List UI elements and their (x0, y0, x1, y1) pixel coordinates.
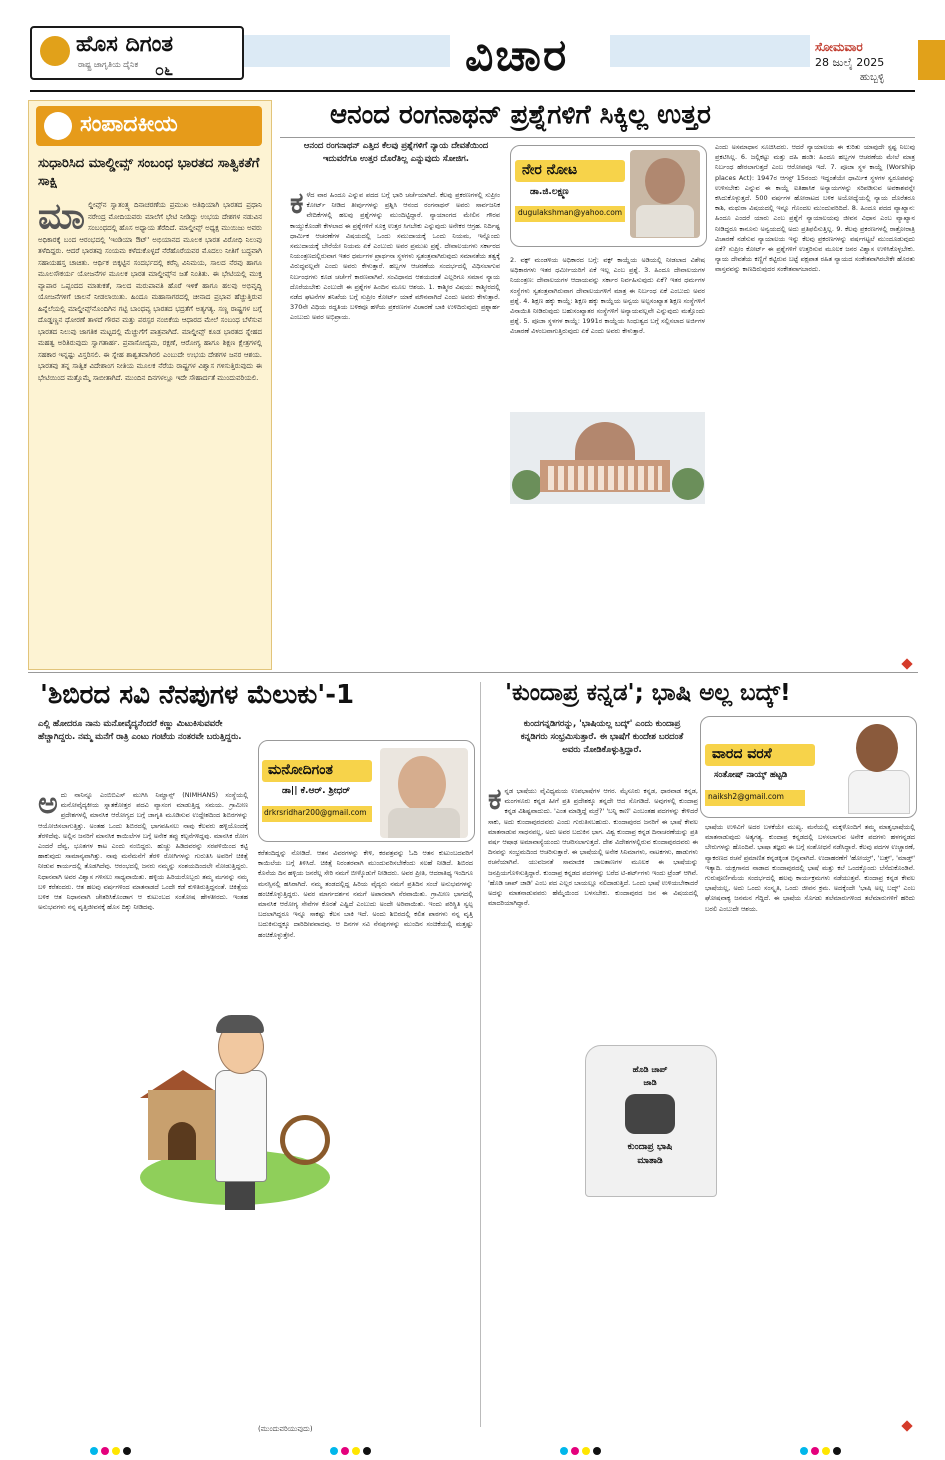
title-rule (280, 137, 915, 138)
author-photo-head (398, 756, 446, 812)
magenta-dot (571, 1447, 579, 1455)
kundapra-author: ಸಂತೋಷ್ ನಾಯ್ಕ್ ಹಟ್ಟಡಿ (714, 770, 788, 780)
yellow-dot (112, 1447, 120, 1455)
editorial-header-label: ಸಂಪಾದಕೀಯ (80, 112, 178, 137)
author-photo-body (848, 770, 910, 814)
end-mark-icon (901, 1420, 912, 1431)
lead-col2-text: 2. ವಕ್ಫ್ ಮಂಡಳಿಯ ಅಧಿಕಾರದ ಬಗ್ಗೆ: ವಕ್ಫ್ ಕಾಯ್ದೆಯ ಅಡಿಯಲ್ಲಿ ನೀಡಲಾದ ವಿಶೇಷ ಅಧಿಕಾರಗಳು ಇತರ ಧರ್ಮೀಯರಿಗೆ ಏಕೆ ಇಲ್ಲ ಎಂಬ ಪ್ರಶ್ನೆ. 3. ಹಿಂದೂ ದೇವಾಲಯಗಳ ನಿಯಂತ್ರಣ: ದೇವಾಲಯಗಳ ಆದಾಯವನ್ನು ಸರ್ಕಾರ ನಿರ್ವಹಿಸುವುದು ಏಕೆ? ಇತರ ಧರ್ಮಗಳ ಸಂಸ್ಥೆಗಳು ಸ್ವತಂತ್ರವಾಗಿರುವಾಗ ದೇವಾಲಯಗಳಿಗೆ ಮಾತ್ರ ಈ ನಿರ್ಬಂಧ ಏಕೆ ಎಂಬುದು ಅವರ ಪ್ರಶ್ನೆ. 4. ಶಿಕ್ಷಣ ಹಕ್ಕು ಕಾಯ್ದೆ: ಶಿಕ್ಷಣ ಹಕ್ಕು ಕಾಯ್ದೆಯ ಅನ್ವಯ ಅಲ್ಪಸಂಖ್ಯಾತ ಶಿಕ್ಷಣ ಸಂಸ್ಥೆಗಳಿಗೆ ವಿನಾಯಿತಿ ನೀಡಿರುವುದು ಬಹುಸಂಖ್ಯಾತರ ಸಂಸ್ಥೆಗಳಿಗೆ ಅನ್ಯಾಯವಲ್ಲವೇ ಎನ್ನುವುದು ಮತ್ತೊಂದು ಪ್ರಶ್ನೆ. 5. ಪೂಜಾ ಸ್ಥಳಗಳ ಕಾಯ್ದೆ: 1991ರ ಕಾಯ್ದೆಯ ಸಿಂಧುತ್ವದ ಬಗ್ಗೆ ಸಲ್ಲಿಸಲಾದ ಅರ್ಜಿಗಳ ವಿಚಾರಣೆ ವಿಳಂಬವಾಗುತ್ತಿರುವುದು ಏಕೆ ಎಂದು ಅವರು ಕೇಳುತ್ತಾರೆ. (510, 256, 705, 336)
lead-author-email: dugulakshman@yahoo.com (518, 208, 623, 217)
author-photo-body (388, 808, 460, 838)
continued-note: (ಮುಂದುವರಿಯುವುದು) (258, 1425, 313, 1433)
kundapra-article-title: 'ಕುಂದಾಪ್ರ ಕನ್ನಡ'; ಭಾಷಿ ಅಲ್ಲ ಬದ್ಕ್! (505, 680, 791, 706)
editorial-text: ಲ್ಡೀವ್ಸ್‌ನ ಸ್ವಾತಂತ್ರ್ಯ ದಿನಾಚರಣೆಯ ಪ್ರಮುಖ ಅತಿಥಿಯಾಗಿ ಭಾರತದ ಪ್ರಧಾನಿ ನರೇಂದ್ರ ಮೋದಿಯವರು ಮಾಲೆಗೆ ಭೇಟಿ ನೀಡಿದ್ದು ಉಭಯ ದೇಶಗಳ ನಡುವಿನ ಸಂಬಂಧದಲ್ಲಿ ಹೊಸ ಅಧ್ಯಾಯ ತೆರೆದಿದೆ. ಮಾಲ್ಡೀವ್ಸ್ ಅಧ್ಯಕ್ಷ ಮುಯಿಜು ಅವರು ಅಧಿಕಾರಕ್ಕೆ ಬಂದ ಆರಂಭದಲ್ಲಿ 'ಇಂಡಿಯಾ ಔಟ್' ಅಭಿಯಾನದ ಮೂಲಕ ಭಾರತ ವಿರೋಧಿ ನಿಲುವು ತಳೆದಿದ್ದರು. ಆದರೆ ಭಾರತವು ಸಂಯಮ ಕಳೆದುಕೊಳ್ಳದೆ ನೆರೆಹೊರೆಯವರ ಮೊದಲು ನೀತಿಗೆ ಬದ್ಧವಾಗಿ ಸಹಾಯಹಸ್ತ ಚಾಚಿತು. ಆರ್ಥಿಕ ಬಿಕ್ಕಟ್ಟಿನ ಸಂದರ್ಭದಲ್ಲಿ ಕರೆನ್ಸಿ ವಿನಿಮಯ, ಸಾಲದ ನೆರವು ಹಾಗೂ ಮೂಲಸೌಕರ್ಯ ಯೋಜನೆಗಳ ಮೂಲಕ ಭಾರತ ಮಾಲ್ಡೀವ್ಸ್‌ನ ಜತೆ ನಿಂತಿತು. ಈ ಭೇಟಿಯಲ್ಲಿ ಮುಕ್ತ ವ್ಯಾಪಾರ ಒಪ್ಪಂದದ ಮಾತುಕತೆ, ಸಾಲದ ಮರುಪಾವತಿ ಹೊರೆ ಇಳಿಕೆ ಹಾಗೂ ಹಲವು ಅಭಿವೃದ್ಧಿ ಯೋಜನೆಗಳಿಗೆ ಚಾಲನೆ ನೀಡಲಾಯಿತು. ಹಿಂದೂ ಮಹಾಸಾಗರದಲ್ಲಿ ಚೀನಾದ ಪ್ರಭಾವ ಹೆಚ್ಚುತ್ತಿರುವ ಹಿನ್ನೆಲೆಯಲ್ಲಿ ಮಾಲ್ಡೀವ್ಸ್‌ನೊಂದಿಗಿನ ಗಟ್ಟಿ ಬಾಂಧವ್ಯ ಭಾರತದ ಭದ್ರತೆಗೆ ಅತ್ಯಗತ್ಯ. ಸಣ್ಣ ರಾಷ್ಟ್ರಗಳ ಬಗ್ಗೆ ದೊಡ್ಡಣ್ಣನ ಧೋರಣೆ ತಾಳದೆ ಗೌರವ ಮತ್ತು ಪರಸ್ಪರ ನಂಬಿಕೆಯ ಆಧಾರದ ಮೇಲೆ ಸಂಬಂಧ ಬೆಳೆಸುವ ಭಾರತದ ನಿಲುವು ಜಾಗತಿಕ ಮಟ್ಟದಲ್ಲಿ ಮೆಚ್ಚುಗೆಗೆ ಪಾತ್ರವಾಗಿದೆ. ಮಾಲ್ಡೀವ್ಸ್ ಕೂಡ ಭಾರತದ ಸ್ನೇಹದ ಮಹತ್ವ ಅರಿತಿರುವುದು ಸ್ವಾಗತಾರ್ಹ. ಪ್ರವಾಸೋದ್ಯಮ, ರಕ್ಷಣೆ, ಆರೋಗ್ಯ ಹಾಗೂ ಶಿಕ್ಷಣ ಕ್ಷೇತ್ರಗಳಲ್ಲಿ ಸಹಕಾರ ಇನ್ನಷ್ಟು ವಿಸ್ತರಿಸಲಿ. ಈ ಸ್ನೇಹ ಶಾಶ್ವತವಾಗಿರಲಿ ಎಂಬುದೇ ಉಭಯ ದೇಶಗಳ ಜನರ ಆಶಯ. ಭಾರತವು ತನ್ನ ಸಾತ್ವಿಕ ವಿದೇಶಾಂಗ ನೀತಿಯ ಮೂಲಕ ನೆರೆಯ ರಾಷ್ಟ್ರಗಳ ವಿಶ್ವಾಸ ಗಳಿಸುತ್ತಿರುವುದು ಈ ಭೇಟಿಯಿಂದ ಮತ್ತೊಮ್ಮೆ ಸಾಬೀತಾಗಿದೆ. ಮುಂದಿನ ದಿನಗಳಲ್ಲೂ ಇದೇ ಸೌಹಾರ್ದತೆ ಮುಂದುವರಿಯಲಿ. (38, 201, 262, 382)
cyan-dot (330, 1447, 338, 1455)
cyan-dot (560, 1447, 568, 1455)
edition-day: ಸೋಮವಾರ (815, 40, 863, 54)
yellow-dot (822, 1447, 830, 1455)
editorial-title: ಸುಧಾರಿಸಿದ ಮಾಲ್ಡೀವ್ಸ್ ಸಂಬಂಧ ಭಾರತದ ಸಾತ್ವಿಕತೆಗೆ ಸಾಕ್ಷಿ (38, 156, 260, 189)
kennel-door (168, 1122, 196, 1160)
manas-dropcap: ಅ (38, 790, 58, 821)
manas-article-intro: ಎಲ್ಲಿ ಹೋದರೂ ನಾನು ಮನೋವೈದ್ಯನೆಂದರೆ ಕಣ್ಣು ಮಿಟುಕಿಸುವವರೇ ಹೆಚ್ಚಾಗಿದ್ದರು. ನಮ್ಮ ಮನೆಗೆ ರಾತ್ರಿ ಎಂಟು ಗಂಟೆಯ ನಂತರವೇ ಬರುತ್ತಿದ್ದರು. (38, 719, 242, 742)
editorial-body (38, 200, 262, 660)
newspaper-logo (30, 26, 244, 80)
lead-article-title: ಆನಂದ ರಂಗನಾಥನ್ ಪ್ರಶ್ನೆಗಳಿಗೆ ಸಿಕ್ಕಿಲ್ಲ ಉತ್ತರ (330, 100, 711, 130)
manas-col2-text: ಕರೆತಂದಿದ್ದನ್ನು ನೋಡಿದೆ. ಆತನ ವಿವರಗಳನ್ನು ಕೇಳಿ, ಕರಪತ್ರವನ್ನು ಓದಿ ಆತನ ಕುಟುಂಬದವರಿಗೆ ಕಾಯಿಲೆಯ ಬಗ್ಗೆ ತಿಳಿಸಿದೆ. ಚಿಕಿತ್ಸೆ ನಿರಂತರವಾಗಿ ಮುಂದುವರಿಸಬೇಕೆಂದು ಸಲಹೆ ನೀಡಿದೆ. ಶಿಬಿರದ ಕೊನೆಯ ದಿನ ಹಳ್ಳಿಯ ಜನರೆಲ್ಲ ಸೇರಿ ನಮಗೆ ಬೀಳ್ಕೊಡುಗೆ ನೀಡಿದರು. ಅವರ ಪ್ರೀತಿ, ಆದರಾತಿಥ್ಯ ಇಂದಿಗೂ ಮನಸ್ಸಿನಲ್ಲಿ ಹಸಿರಾಗಿದೆ. ನಮ್ಮ ತಂಡದಲ್ಲಿದ್ದ ಹಿರಿಯ ವೈದ್ಯರು ನಮಗೆ ಪ್ರತಿದಿನ ಸಂಜೆ ಅನುಭವಗಳನ್ನು ಹಂಚಿಕೊಳ್ಳುತ್ತಿದ್ದರು. ಅವರ ಮಾರ್ಗದರ್ಶನ ನಮಗೆ ಅಪಾರವಾಗಿ ನೆರವಾಯಿತು. ಗ್ರಾಮೀಣ ಭಾಗದಲ್ಲಿ ಮಾನಸಿಕ ಆರೋಗ್ಯ ಸೇವೆಗಳ ಕೊರತೆ ಎಷ್ಟಿದೆ ಎಂಬುದು ಅಂದೇ ಅರಿವಾಯಿತು. ಇಂದು ಪರಿಸ್ಥಿತಿ ಸ್ವಲ್ಪ ಬದಲಾಗಿದ್ದರೂ ಇನ್ನೂ ಸಾಕಷ್ಟು ಕೆಲಸ ಬಾಕಿ ಇದೆ. ಅಂದು ಶಿಬಿರದಲ್ಲಿ ಕಲಿತ ಪಾಠಗಳು ನನ್ನ ವೃತ್ತಿ ಬದುಕಿನುದ್ದಕ್ಕೂ ದಾರಿದೀಪವಾದವು. ಆ ದಿನಗಳ ಸವಿ ನೆನಪುಗಳನ್ನು ಮುಂದಿನ ಸಂಚಿಕೆಯಲ್ಲಿ ಮತ್ತಷ್ಟು ಹಂಚಿಕೊಳ್ಳುತ್ತೇನೆ. (258, 849, 473, 939)
registration-marks (560, 1440, 604, 1459)
page-number: ೦೬ (155, 60, 173, 79)
kundapra-article-intro: ಕುಂದಗನ್ನಡಿಗರನ್ನು, 'ಭಾಷಿಯಲ್ಲ ಬದ್ಕ್' ಎಂದು ಕುಂದಾಪ್ರ ಕನ್ನಡಿಗರು ಸಂಭ್ರಮಿಸುತ್ತಾರೆ. ಈ ಭಾಷೆಗೆ ಕುಂದೇಶ ಬರದಂತೆ ಅವರು ನೋಡಿಕೊಳ್ಳುತ್ತಿದ್ದಾರೆ. (520, 719, 684, 755)
cart-wheel-icon (280, 1115, 330, 1165)
logo-emblem-icon (40, 36, 70, 66)
masthead-band-right (610, 35, 810, 67)
black-dot (363, 1447, 371, 1455)
lead-article-column-1 (290, 190, 500, 660)
masthead-rule (30, 90, 915, 92)
lead-dropcap: ಕ (290, 190, 304, 221)
magenta-dot (811, 1447, 819, 1455)
corner-tab (918, 40, 945, 80)
lead-col3-text: ಎಂದು ಅಸಮಾಧಾನ ಸೂಚಿಸಿದರು. ಆದರೆ ನ್ಯಾಯಾಲಯ ಈ ಕುರಿತು ಯಾವುದೇ ಸ್ಪಷ್ಟ ನಿಲುವು ಪ್ರಕಟಿಸಿಲ್ಲ. 6. ಜಲ್ಲಿಕಟ್ಟು ಮತ್ತು ದಹಿ ಹಂಡಿ: ಹಿಂದೂ ಹಬ್ಬಗಳ ಆಚರಣೆಯ ಮೇಲೆ ಮಾತ್ರ ನಿರ್ಬಂಧ ಹೇರಲಾಗುತ್ತದೆ ಎಂಬ ಆರೋಪವೂ ಇದೆ. 7. ಪೂಜಾ ಸ್ಥಳ ಕಾಯ್ದೆ (Worship places Act): 1947ರ ಆಗಸ್ಟ್ 15ರಂದು ಇದ್ದಂತೆಯೇ ಧಾರ್ಮಿಕ ಸ್ಥಳಗಳ ಸ್ವರೂಪವನ್ನು ಉಳಿಸಬೇಕು ಎನ್ನುವ ಈ ಕಾಯ್ದೆ ಐತಿಹಾಸಿಕ ಅನ್ಯಾಯಗಳನ್ನು ಸರಿಪಡಿಸುವ ಅವಕಾಶವನ್ನೇ ಕಸಿದುಕೊಳ್ಳುತ್ತದೆ. 500 ವರ್ಷಗಳ ಹೋರಾಟದ ಬಳಿಕ ಅಯೋಧ್ಯೆಯಲ್ಲಿ ನ್ಯಾಯ ದೊರೆತರೂ ಕಾಶಿ, ಮಥುರಾ ವಿಷಯದಲ್ಲಿ ಇನ್ನೂ ಗೊಂದಲ ಮುಂದುವರಿದಿದೆ. 8. ಹಿಂದೂ ಪದದ ವ್ಯಾಖ್ಯಾನ: ಹಿಂದೂ ಎಂದರೆ ಯಾರು ಎಂಬ ಪ್ರಶ್ನೆಗೆ ನ್ಯಾಯಾಲಯವು ಜೀವನ ವಿಧಾನ ಎಂಬ ವ್ಯಾಖ್ಯಾನ ನೀಡಿದ್ದರೂ ಕಾನೂನು ಅನ್ವಯದಲ್ಲಿ ಅದು ಪ್ರತಿಫಲಿಸುತ್ತಿಲ್ಲ. 9. ಕೆಲವು ಪ್ರಕರಣಗಳಲ್ಲಿ ರಾತ್ರೋರಾತ್ರಿ ವಿಚಾರಣೆ ನಡೆಸುವ ನ್ಯಾಯಾಲಯ ಇನ್ನು ಕೆಲವು ಪ್ರಕರಣಗಳನ್ನು ವರ್ಷಗಟ್ಟಲೆ ಮುಂದೂಡುವುದು ಏಕೆ? ಸುಪ್ರೀಂ ಕೋರ್ಟ್ ಈ ಪ್ರಶ್ನೆಗಳಿಗೆ ಉತ್ತರಿಸುವ ಮೂಲಕ ಜನರ ವಿಶ್ವಾಸ ಉಳಿಸಿಕೊಳ್ಳಬೇಕು. ನ್ಯಾಯ ದೇವತೆಯ ಕಣ್ಣಿಗೆ ಕಟ್ಟಿರುವ ಬಟ್ಟೆ ಪಕ್ಷಪಾತ ರಹಿತ ನ್ಯಾಯದ ಸಂಕೇತವಾಗಿರಬೇಕೇ ಹೊರತು ವಾಸ್ತವವನ್ನು ಕಾಣದಿರುವುದರ ಸಂಕೇತವಾಗಬಾರದು. (715, 143, 915, 274)
tree-shape (672, 468, 704, 500)
manas-author-email: drkrsridhar200@gmail.com (264, 808, 367, 817)
magenta-dot (101, 1447, 109, 1455)
tshirt-line-1: ಹೊಡಿ ಚಾಪ್ (632, 1065, 668, 1074)
column-label: ವಾರದ ವರಸೆ (712, 746, 772, 762)
tree-shape (512, 470, 542, 500)
registration-marks (90, 1440, 134, 1459)
kundapra-dropcap: ಕ (488, 786, 502, 817)
logo-text: ಹೊಸ ದಿಗಂತ (76, 32, 174, 57)
manas-author: ಡಾ|| ಕೆ.ಆರ್. ಶ್ರೀಧರ್ (282, 786, 351, 796)
doctor-coat (215, 1070, 267, 1182)
yellow-dot (582, 1447, 590, 1455)
manas-article-title: 'ಶಿಬಿರದ ಸವಿ ನೆನಪುಗಳ ಮೆಲುಕು'-1 (40, 680, 355, 710)
fist-icon (625, 1094, 675, 1134)
end-mark-icon (901, 658, 912, 669)
black-dot (123, 1447, 131, 1455)
author-photo-body (636, 205, 694, 237)
author-photo-head (856, 724, 898, 772)
cyan-dot (90, 1447, 98, 1455)
court-pillars (548, 466, 662, 490)
column-label: ನೇರ ನೋಟ (522, 162, 578, 178)
section-title: ವಿಚಾರ (465, 30, 569, 81)
registration-marks (330, 1440, 374, 1459)
registration-marks (800, 1440, 844, 1459)
section-divider (28, 672, 918, 673)
tshirt-line-3: ಕುಂದಾಪ್ರ ಭಾಷಿ (627, 1142, 673, 1152)
editorial-dropcap: ಮಾ (38, 200, 85, 237)
edition-date: 28 ಜುಲೈ 2025 (815, 56, 885, 69)
author-photo-head (645, 158, 685, 204)
manas-col1-text: ದು ನಾನಿನ್ನೂ ಎಂಬಿಬಿಎಸ್ ಮುಗಿಸಿ ನಿಮ್ಹಾನ್ಸ್ (NIMHANS) ಸಂಸ್ಥೆಯಲ್ಲಿ ಮನೋವೈದ್ಯಕೀಯ ಸ್ನಾತಕೋತ್ತರ ಪದವಿ ವ್ಯಾಸಂಗ ಮಾಡುತ್ತಿದ್ದ ಸಮಯ. ಗ್ರಾಮೀಣ ಪ್ರದೇಶಗಳಲ್ಲಿ ಮಾನಸಿಕ ಆರೋಗ್ಯದ ಬಗ್ಗೆ ಜಾಗೃತಿ ಮೂಡಿಸುವ ಉದ್ದೇಶದಿಂದ ಶಿಬಿರಗಳನ್ನು ಆಯೋಜಿಸಲಾಗುತ್ತಿತ್ತು. ಅಂತಹ ಒಂದು ಶಿಬಿರದಲ್ಲಿ ಭಾಗವಹಿಸಲು ನಾವು ಕೆಲವರು ಹಳ್ಳಿಯೊಂದಕ್ಕೆ ತೆರಳಿದೆವು. ಅಲ್ಲಿನ ಜನರಿಗೆ ಮಾನಸಿಕ ಕಾಯಿಲೆಗಳ ಬಗ್ಗೆ ಅನೇಕ ತಪ್ಪು ಕಲ್ಪನೆಗಳಿದ್ದವು. ಮಾನಸಿಕ ರೋಗ ಎಂದರೆ ದೆವ್ವ, ಭೂತಗಳ ಕಾಟ ಎಂದು ನಂಬಿದ್ದರು. ಹುಚ್ಚು ಹಿಡಿದವರನ್ನು ಸರಪಳಿಯಿಂದ ಕಟ್ಟಿ ಹಾಕುವುದು ಸಾಮಾನ್ಯವಾಗಿತ್ತು. ನಾವು ಮನೆಮನೆಗೆ ತೆರಳಿ ರೋಗಿಗಳನ್ನು ಗುರುತಿಸಿ ಅವರಿಗೆ ಚಿಕಿತ್ಸೆ ನೀಡುವ ಕಾರ್ಯದಲ್ಲಿ ತೊಡಗಿದೆವು. ಆರಂಭದಲ್ಲಿ ಜನರು ನಮ್ಮನ್ನು ಸಂಶಯದಿಂದಲೇ ನೋಡುತ್ತಿದ್ದರು. ನಿಧಾನವಾಗಿ ಅವರ ವಿಶ್ವಾಸ ಗಳಿಸಲು ಸಾಧ್ಯವಾಯಿತು. ಹಳ್ಳಿಯ ಹಿರಿಯರೊಬ್ಬರು ತಮ್ಮ ಮಗನನ್ನು ನಮ್ಮ ಬಳಿ ಕರೆತಂದರು. ಆತ ಹಲವು ವರ್ಷಗಳಿಂದ ಮಾತನಾಡದೆ ಒಂದೇ ಕಡೆ ಕುಳಿತಿರುತ್ತಿದ್ದನಂತೆ. ಚಿಕಿತ್ಸೆಯ ಬಳಿಕ ಆತ ನಿಧಾನವಾಗಿ ಚೇತರಿಸಿಕೊಂಡಾಗ ಆ ಕುಟುಂಬದ ಸಂತೋಷ ಹೇಳತೀರದು. ಇಂತಹ ಅನುಭವಗಳು ನನ್ನ ವೃತ್ತಿಜೀವನಕ್ಕೆ ಹೊಸ ದಿಕ್ಕು ನೀಡಿದವು. (38, 791, 248, 912)
tshirt-line-4: ಮಾತಾಡಿ (637, 1156, 663, 1166)
edition-city: ಹುಬ್ಬಳ್ಳಿ (860, 72, 885, 83)
column-divider (480, 682, 481, 1427)
masthead-band-left (230, 35, 450, 67)
column-label: ಮನೋದಿಗಂತ (268, 762, 333, 778)
cyan-dot (800, 1447, 808, 1455)
kundapra-article-column-2 (705, 822, 915, 1422)
kundapra-author-email: naiksh2@gmail.com (708, 792, 784, 801)
kundapra-col1-text: ನ್ನಡ ಭಾಷೆಯು ವೈವಿಧ್ಯಮಯ ಉಪಭಾಷೆಗಳ ಆಗರ. ಮೈಸೂರು ಕನ್ನಡ, ಧಾರವಾಡ ಕನ್ನಡ, ಮಂಗಳೂರು ಕನ್ನಡ ಹೀಗೆ ಪ್ರತಿ ಪ್ರದೇಶಕ್ಕೂ ತನ್ನದೇ ಆದ ಸೊಗಡಿದೆ. ಅವುಗಳಲ್ಲಿ ಕುಂದಾಪ್ರ ಕನ್ನಡ ವಿಶಿಷ್ಟವಾದುದು. 'ಎಂತ ಮಾಡ್ತಿದ್ದೆ ಮರ್ರೆ?' 'ಬನ್ನಿ ಕಾಣಿ' ಎಂಬಂತಹ ಪದಗಳನ್ನು ಕೇಳಿದರೆ ಸಾಕು, ಅದು ಕುಂದಾಪುರದವರು ಎಂದು ಗುರುತಿಸಬಹುದು. ಕುಂದಾಪುರದ ಜನರಿಗೆ ಈ ಭಾಷೆ ಕೇವಲ ಮಾತನಾಡುವ ಸಾಧನವಲ್ಲ, ಅದು ಅವರ ಬದುಕಿನ ಭಾಗ. ವಿಶ್ವ ಕುಂದಾಪ್ರ ಕನ್ನಡ ದಿನಾಚರಣೆಯನ್ನು ಪ್ರತಿ ವರ್ಷ ಆಷಾಢ ಅಮಾವಾಸ್ಯೆಯಂದು ಆಚರಿಸಲಾಗುತ್ತದೆ. ದೇಶ ವಿದೇಶಗಳಲ್ಲಿರುವ ಕುಂದಾಪುರದವರು ಈ ದಿನವನ್ನು ಸಂಭ್ರಮದಿಂದ ಆಚರಿಸುತ್ತಾರೆ. ಈ ಭಾಷೆಯಲ್ಲಿ ಅನೇಕ ಸಿನಿಮಾಗಳು, ನಾಟಕಗಳು, ಹಾಡುಗಳು ರಚನೆಯಾಗಿವೆ. ಯುವಜನತೆ ಸಾಮಾಜಿಕ ಜಾಲತಾಣಗಳ ಮೂಲಕ ಈ ಭಾಷೆಯನ್ನು ಜನಪ್ರಿಯಗೊಳಿಸುತ್ತಿದ್ದಾರೆ. ಕುಂದಾಪ್ರ ಕನ್ನಡದ ಪದಗಳನ್ನು ಬರೆದ ಟಿ-ಶರ್ಟ್‌ಗಳು ಇಂದು ಟ್ರೆಂಡ್ ಆಗಿವೆ. 'ಹೊಡಿ ಚಾಪ್ ಜಾಡಿ' ಎಂಬ ಪದ ಎಲ್ಲರ ಬಾಯಲ್ಲೂ ನಲಿದಾಡುತ್ತಿದೆ. ಒಂದು ಭಾಷೆ ಉಳಿಯಬೇಕಾದರೆ ಅದನ್ನು ಮಾತನಾಡುವವರು ಹೆಮ್ಮೆಯಿಂದ ಬಳಸಬೇಕು. ಕುಂದಾಪುರದ ಜನ ಈ ವಿಷಯದಲ್ಲಿ ಮಾದರಿಯಾಗಿದ್ದಾರೆ. (488, 787, 698, 908)
lead-article-intro: ಆನಂದ ರಂಗನಾಥನ್ ಎತ್ತಿದ ಕೆಲವು ಪ್ರಶ್ನೆಗಳಿಗೆ ನ್ಯಾಯ ದೇವತೆಯಿಂದ ಇದುವರೆಗೂ ಉತ್ತರ ದೊರೆತಿಲ್ಲ ಎನ್ನುವುದು ಸೋಜಿಗ. (303, 141, 489, 164)
logo-tagline: ರಾಷ್ಟ್ರ ಜಾಗೃತಿಯ ದೈನಿಕ (78, 60, 139, 69)
black-dot (593, 1447, 601, 1455)
magenta-dot (341, 1447, 349, 1455)
kundapra-col2-text: ಭಾಷೆಯ ಉಳಿವಿಗೆ ಅದರ ಬಳಕೆಯೇ ಮುಖ್ಯ. ಮನೆಯಲ್ಲಿ ಮಕ್ಕಳೊಂದಿಗೆ ತಮ್ಮ ಮಾತೃಭಾಷೆಯಲ್ಲಿ ಮಾತನಾಡುವುದು ಅತ್ಯಗತ್ಯ. ಕುಂದಾಪ್ರ ಕನ್ನಡದಲ್ಲಿ ಬಳಸಲಾಗುವ ಅನೇಕ ಪದಗಳು ಹಳಗನ್ನಡದ ಬೇರುಗಳನ್ನು ಹೊಂದಿವೆ. ಭಾಷಾ ತಜ್ಞರು ಈ ಬಗ್ಗೆ ಸಂಶೋಧನೆ ನಡೆಸಿದ್ದಾರೆ. ಕೆಲವು ಪದಗಳ ಉಚ್ಚಾರಣೆ, ವ್ಯಾಕರಣದ ರಚನೆ ಪ್ರಮಾಣಿತ ಕನ್ನಡಕ್ಕಿಂತ ಭಿನ್ನವಾಗಿದೆ. ಉದಾಹರಣೆಗೆ 'ಹೋಯ್ತ್', 'ಬತ್ತ್', 'ಮಾಡ್ತ್' ಇತ್ಯಾದಿ. ಯಕ್ಷಗಾನದ ನಾಡಾದ ಕುಂದಾಪುರದಲ್ಲಿ ಭಾಷೆ ಮತ್ತು ಕಲೆ ಒಂದಕ್ಕೊಂದು ಬೆಸೆದುಕೊಂಡಿವೆ. ಗುರುಪೂರ್ಣಿಮೆಯ ಸಂದರ್ಭದಲ್ಲಿ ಹಲವು ಕಾರ್ಯಕ್ರಮಗಳು ನಡೆಯುತ್ತವೆ. ಕುಂದಾಪ್ರ ಕನ್ನಡ ಕೇವಲ ಭಾಷೆಯಲ್ಲ, ಅದು ಒಂದು ಸಂಸ್ಕೃತಿ, ಒಂದು ಜೀವನ ಕ್ರಮ. ಅದಕ್ಕೆಂದೇ 'ಭಾಷಿ ಅಲ್ಲ ಬದ್ಕ್' ಎಂಬ ಘೋಷವಾಕ್ಯ ಜನಮನ ಗೆದ್ದಿದೆ. ಈ ಭಾಷೆಯ ಸೊಗಡು ತಲೆಮಾರುಗಳಿಂದ ತಲೆಮಾರುಗಳಿಗೆ ಹರಿದು ಬರಲಿ ಎಂಬುದೇ ಆಶಯ. (705, 823, 915, 913)
yellow-dot (352, 1447, 360, 1455)
black-dot (833, 1447, 841, 1455)
tshirt-line-2: ಜಾಡಿ (643, 1078, 657, 1087)
doctor-legs (225, 1180, 255, 1210)
lead-col1-text: ಳೆದ ವಾರ ಹಿಂದೂ ಎನ್ನುವ ಪದದ ಬಗ್ಗೆ ಭಾರಿ ಚರ್ಚೆಯಾಗಿದೆ. ಕೆಲವು ಪ್ರಕರಣಗಳಲ್ಲಿ ಸುಪ್ರೀಂ ಕೋರ್ಟ್ ನೀಡಿದ ತೀರ್ಪುಗಳನ್ನು ಪ್ರಶ್ನಿಸಿ ಆನಂದ ರಂಗನಾಥನ್ ಅವರು ಸಾರ್ವಜನಿಕ ವೇದಿಕೆಗಳಲ್ಲಿ ಹಲವು ಪ್ರಶ್ನೆಗಳನ್ನು ಮುಂದಿಟ್ಟಿದ್ದಾರೆ. ನ್ಯಾಯಾಂಗದ ಮೇಲಿನ ಗೌರವ ಕಾಯ್ದುಕೊಂಡೇ ಕೇಳಲಾದ ಈ ಪ್ರಶ್ನೆಗಳಿಗೆ ಸೂಕ್ತ ಉತ್ತರ ಸಿಗಬೇಕು ಎನ್ನುವುದು ಅನೇಕರ ಆಗ್ರಹ. ನಿರ್ದಿಷ್ಟ ಧಾರ್ಮಿಕ ಆಚರಣೆಗಳ ವಿಷಯದಲ್ಲಿ ಒಂದು ಸಮುದಾಯಕ್ಕೆ ಒಂದು ನಿಯಮ, ಇನ್ನೊಂದು ಸಮುದಾಯಕ್ಕೆ ಬೇರೆಯೇ ನಿಯಮ ಏಕೆ ಎಂಬುದು ಅವರ ಪ್ರಮುಖ ಪ್ರಶ್ನೆ. ದೇವಾಲಯಗಳು ಸರ್ಕಾರದ ನಿಯಂತ್ರಣದಲ್ಲಿರುವಾಗ ಇತರ ಧರ್ಮಗಳ ಪ್ರಾರ್ಥನಾ ಸ್ಥಳಗಳು ಸ್ವತಂತ್ರವಾಗಿರುವುದು ಸಮಾನತೆಯ ತತ್ವಕ್ಕೆ ವಿರುದ್ಧವಲ್ಲವೇ ಎಂದು ಅವರು ಕೇಳುತ್ತಾರೆ. ಹಬ್ಬಗಳ ಆಚರಣೆಯ ಸಂದರ್ಭದಲ್ಲಿ ವಿಧಿಸಲಾಗುವ ನಿರ್ಬಂಧಗಳು ಕೂಡ ಚರ್ಚೆಗೆ ಕಾರಣವಾಗಿವೆ. ಸಂವಿಧಾನದ ಆಶಯದಂತೆ ಎಲ್ಲರಿಗೂ ಸಮಾನ ನ್ಯಾಯ ದೊರೆಯಬೇಕು ಎಂಬುದೇ ಈ ಪ್ರಶ್ನೆಗಳ ಹಿಂದಿನ ಮೂಲ ಆಶಯ. 1. ಕಾಶ್ಮೀರ ವಿಷಯ: ಕಾಶ್ಮೀರದಲ್ಲಿ ನಡೆದ ಘಟನೆಗಳ ತನಿಖೆಯ ಬಗ್ಗೆ ಸುಪ್ರೀಂ ಕೋರ್ಟ್ ಯಾಕೆ ಮೌನವಾಗಿದೆ ಎಂದು ಅವರು ಕೇಳುತ್ತಾರೆ. 370ನೇ ವಿಧಿಯ ರದ್ದತಿಯ ಬಳಿಕವೂ ಹಳೆಯ ಪ್ರಕರಣಗಳ ವಿಚಾರಣೆ ಬಾಕಿ ಉಳಿದಿರುವುದು ಪ್ರಶ್ನಾರ್ಹ ಎಂಬುದು ಅವರ ಅಭಿಪ್ರಾಯ. (290, 191, 500, 322)
editorial-logo-icon (44, 112, 72, 140)
lead-article-column-3 (715, 142, 915, 660)
doctor-hair (216, 1015, 264, 1033)
lead-author: ಡಾ.ಜಿ.ಲಕ್ಷ್ಮಣ (530, 187, 569, 197)
